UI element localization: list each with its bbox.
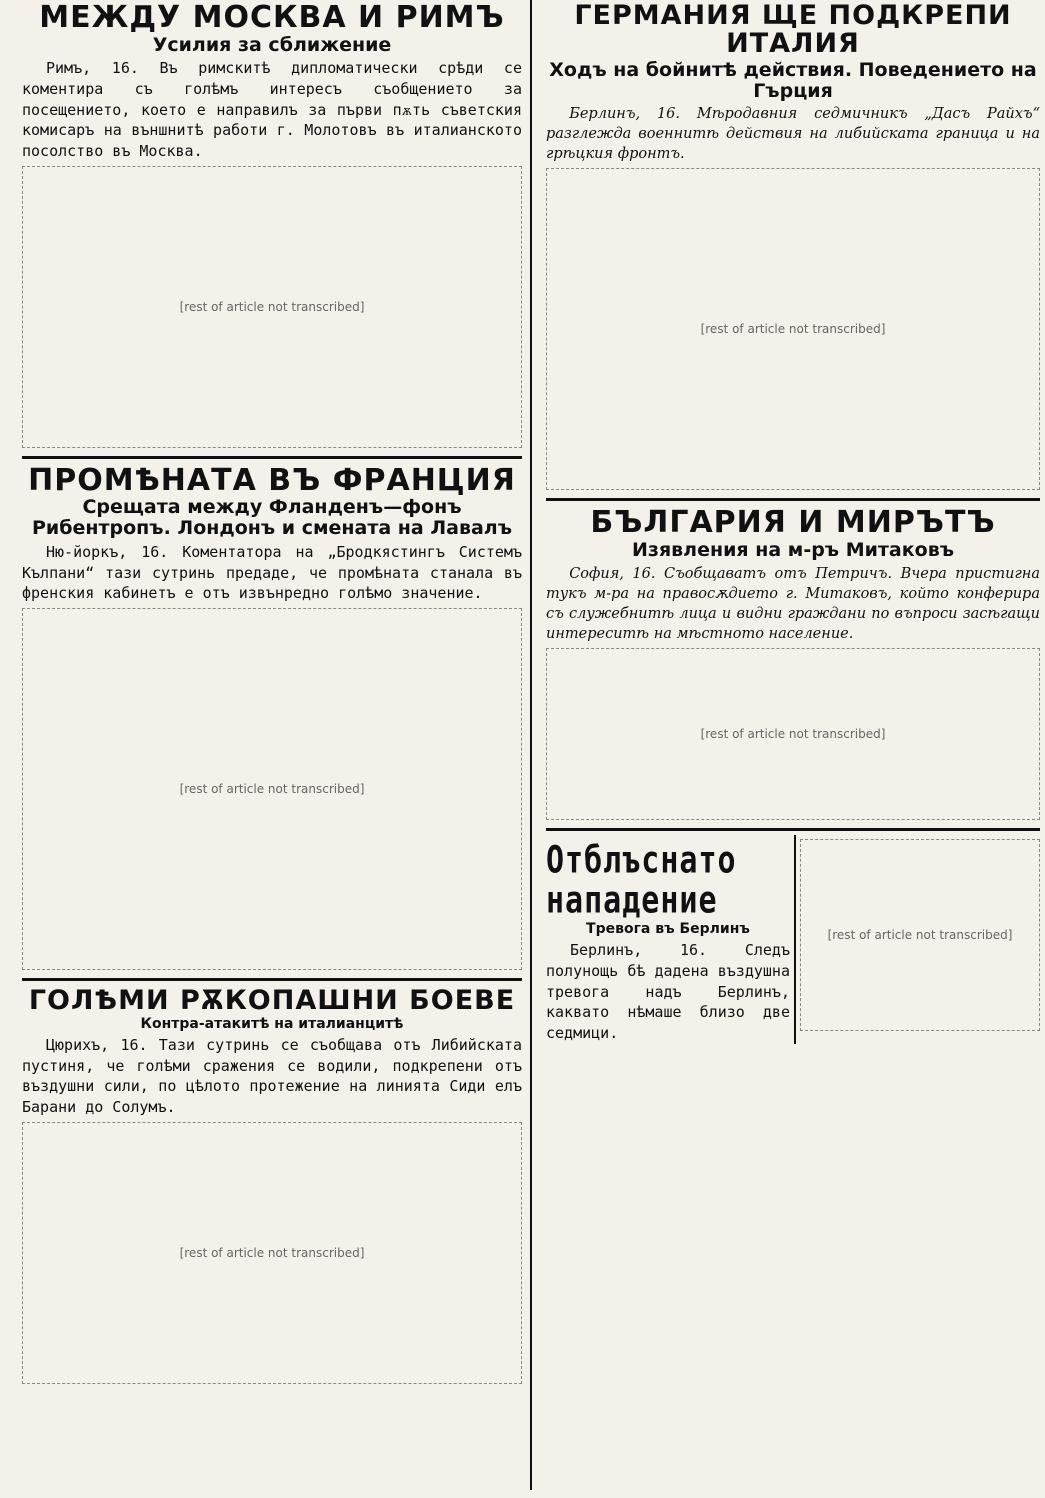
headline: ПРОМѢНАТА ВЪ ФРАНЦИЯ: [28, 462, 516, 498]
article-germany-italy: [546, 0, 1040, 501]
untranscribed-text: [rest of article not transcribed]: [546, 648, 1040, 820]
article-lead: Римъ, 16. Въ римскитѣ дипломатически срѣди се коментира съ голѣмъ интересъ съобщението за посещението, което е направилъ за първи пѫть съветския комисаръ на външнитѣ работи г. Молотовъ въ италианското посолство въ Москва.: [22, 59, 522, 161]
subhead: Изявления на м-ръ Митаковъ: [632, 538, 954, 561]
right-column: [540, 0, 1040, 1490]
subhead: Контра-атакитѣ на италианцитѣ: [140, 1015, 404, 1032]
subhead: Тревога въ Берлинъ: [586, 920, 750, 937]
untranscribed-text: [rest of article not transcribed]: [22, 608, 522, 970]
article-moscow-rome: [22, 0, 522, 459]
article-raid: [546, 835, 1040, 1048]
article-france: [22, 463, 522, 981]
headline: ГОЛѢМИ РѪКОПАШНИ БОЕВЕ: [28, 985, 516, 1017]
subhead: Ходъ на бойнитѣ действия. Поведението на Гърция: [549, 58, 1037, 102]
untranscribed-text: [rest of article not transcribed]: [22, 1122, 522, 1384]
article-lead: Берлинъ, 16. Следъ полунощь бѣ дадена въздушна тревога надъ Берлинъ, каквато нѣмаше близо две седмици.: [546, 941, 790, 1042]
untranscribed-text: [rest of article not transcribed]: [800, 839, 1040, 1031]
left-column: [22, 0, 532, 1490]
untranscribed-text: [rest of article not transcribed]: [22, 166, 522, 448]
headline: ГЕРМАНИЯ ЩЕ ПОДКРЕПИ ИТАЛИЯ: [574, 0, 1012, 60]
article-bulgaria: [546, 505, 1040, 830]
headline: МЕЖДУ МОСКВА И РИМЪ: [39, 0, 505, 35]
article-lead: Ню-йоркъ, 16. Коментатора на „Бродкястингъ Системъ Кълпани“ тази сутринь предаде, че промѣната станала въ френския кабинетъ е отъ извънредно голѣмо значение.: [22, 543, 522, 603]
article-lead: Цюрихъ, 16. Тази сутринь се съобщава отъ Либийската пустиня, че голѣми сражения се водили, подкрепени отъ въздушни сили, по цѣлото протежение на линията Сиди елъ Барани до Солумъ.: [22, 1035, 522, 1116]
subhead: Усилия за сближение: [152, 33, 392, 56]
article-lead: Берлинъ, 16. Мѣродавния седмичникъ „Дасъ Райхъ“ разглежда военнитѣ действия на либийската граница и на грѣцкия фронтъ.: [546, 106, 1040, 163]
article-battles: [22, 985, 522, 1391]
headline: БЪЛГАРИЯ И МИРЪТЪ: [590, 505, 996, 541]
article-lead: София, 16. Съобщаватъ отъ Петричъ. Вчера пристигна тукъ м-ра на правосѫдието г. Митаковъ, който конферира съ служебнитѣ лица и видни граждани по въпроси засѣгащи интереситѣ на мѣстното население.: [546, 565, 1040, 642]
untranscribed-text: [rest of article not transcribed]: [546, 168, 1040, 490]
headline: Отблъснато нападение: [546, 838, 737, 922]
subhead: Срещата между Фланденъ—фонъ Рибентропъ. Лондонъ и смената на Лавалъ: [31, 496, 512, 540]
